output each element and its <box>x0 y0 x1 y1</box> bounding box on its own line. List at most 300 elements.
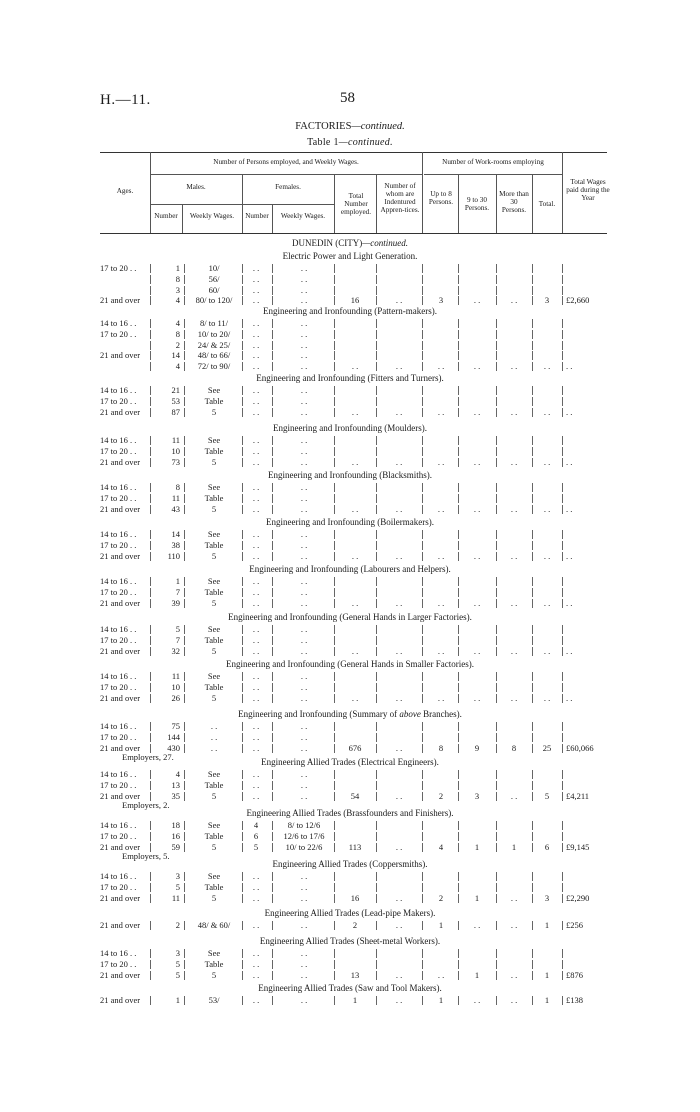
column-rule <box>184 330 185 339</box>
column-rule <box>272 636 273 645</box>
column-rule <box>184 744 185 753</box>
column-rule <box>496 722 497 731</box>
title-main: FACTORIES <box>295 121 352 132</box>
cell-male-wages: 24/ & 25/ <box>197 339 231 350</box>
cell-male-wages: 72/ to 90/ <box>197 361 231 372</box>
cell-female-wages: . . <box>300 284 308 295</box>
column-rule <box>422 351 423 360</box>
section-heading <box>0 936 700 946</box>
cell-age: 21 and over <box>100 350 141 361</box>
section-heading-italic: above <box>399 709 421 719</box>
cell-rooms-total: . . <box>543 456 551 467</box>
column-rule <box>532 447 533 456</box>
column-rule <box>422 996 423 1005</box>
cell-age: 17 to 20 . . <box>100 586 137 597</box>
column-rule <box>272 625 273 634</box>
column-rule <box>376 996 377 1005</box>
column-rule <box>562 733 563 742</box>
column-rule <box>184 541 185 550</box>
cell-male-wages: Table <box>204 586 224 597</box>
column-rule <box>150 636 151 645</box>
column-rule <box>532 505 533 514</box>
cell-indentured: . . <box>395 597 403 608</box>
cell-male-wages: 5 <box>211 550 217 561</box>
cell-male-number: 75 <box>171 721 180 731</box>
table-row <box>0 576 700 587</box>
column-rule <box>422 883 423 892</box>
cell-age: 21 and over <box>100 742 141 753</box>
column-rule <box>496 436 497 445</box>
cell-nine-to-30: 1 <box>474 969 480 980</box>
column-rule <box>376 821 377 830</box>
column-rule <box>376 483 377 492</box>
column-rule <box>184 530 185 539</box>
column-rule <box>496 996 497 1005</box>
section-heading-text: Engineering Allied Trades (Coppersmiths). <box>272 859 428 869</box>
column-rule <box>496 362 497 371</box>
cell-nine-to-30: . . <box>473 550 481 561</box>
col-header-more-than-30: More than 30 Persons. <box>499 190 529 214</box>
column-rule <box>272 483 273 492</box>
cell-age: 14 to 16 . . <box>100 721 137 731</box>
column-rule <box>532 397 533 406</box>
cell-female-wages: . . <box>300 779 308 790</box>
column-rule <box>334 921 335 930</box>
column-rule <box>150 436 151 445</box>
cell-female-number: . . <box>252 790 260 801</box>
column-rule <box>334 744 335 753</box>
column-rule <box>376 362 377 371</box>
cell-female-number: . . <box>252 339 260 350</box>
column-rule <box>376 894 377 903</box>
column-rule <box>150 996 151 1005</box>
column-rule <box>532 436 533 445</box>
cell-female-number: . . <box>252 742 260 753</box>
column-rule <box>422 552 423 561</box>
column-rule <box>532 264 533 273</box>
column-rule <box>150 625 151 634</box>
cell-female-number: . . <box>252 671 260 681</box>
column-rule <box>242 722 243 731</box>
column-rule <box>376 408 377 417</box>
col-divider <box>422 152 423 233</box>
column-rule <box>150 397 151 406</box>
column-rule <box>458 722 459 731</box>
section-heading-text: Engineering and Ironfounding (Labourers and Helpers). <box>249 564 451 574</box>
cell-nine-to-30: 1 <box>474 892 480 903</box>
column-rule <box>150 694 151 703</box>
column-rule <box>532 883 533 892</box>
column-rule <box>334 552 335 561</box>
column-rule <box>376 552 377 561</box>
table-row <box>0 769 700 780</box>
cell-up-to-8: 8 <box>438 742 444 753</box>
column-rule <box>376 647 377 656</box>
cell-indentured: . . <box>395 841 403 852</box>
column-rule <box>562 552 563 561</box>
column-rule <box>150 286 151 295</box>
section-heading <box>0 423 700 433</box>
column-rule <box>150 770 151 779</box>
cell-more-than-30: . . <box>510 550 518 561</box>
cell-age: 21 and over <box>100 645 141 656</box>
column-rule <box>184 971 185 980</box>
cell-female-number: . . <box>252 284 260 295</box>
column-rule <box>242 330 243 339</box>
column-rule <box>150 341 151 350</box>
column-rule <box>422 541 423 550</box>
column-rule <box>562 319 563 328</box>
column-rule <box>242 792 243 801</box>
column-rule <box>496 781 497 790</box>
column-rule <box>562 832 563 841</box>
col-divider <box>496 174 497 233</box>
column-rule <box>376 843 377 852</box>
column-rule <box>532 286 533 295</box>
column-rule <box>422 264 423 273</box>
column-rule <box>496 894 497 903</box>
table-row <box>0 446 700 457</box>
column-rule <box>376 872 377 881</box>
cell-age: 14 to 16 . . <box>100 769 137 779</box>
table-row <box>0 831 700 842</box>
cell-female-wages: . . <box>300 742 308 753</box>
table-row <box>0 457 700 468</box>
column-rule <box>422 744 423 753</box>
cell-male-number: 21 <box>171 385 180 395</box>
cell-age: 17 to 20 . . <box>100 881 137 892</box>
column-rule <box>242 408 243 417</box>
cell-more-than-30: . . <box>510 969 518 980</box>
column-rule <box>532 872 533 881</box>
table-row <box>0 504 700 515</box>
cell-male-wages: 5 <box>211 892 217 903</box>
table-row <box>0 791 700 802</box>
cell-age: 21 and over <box>100 503 141 514</box>
section-heading <box>0 757 700 767</box>
column-rule <box>422 286 423 295</box>
column-rule <box>150 733 151 742</box>
column-rule <box>150 494 151 503</box>
cell-up-to-8: 2 <box>438 892 444 903</box>
cell-female-wages: . . <box>300 361 308 372</box>
column-rule <box>376 351 377 360</box>
column-rule <box>334 386 335 395</box>
column-rule <box>242 647 243 656</box>
cell-male-wages: 48/ to 66/ <box>197 350 231 361</box>
cell-age: 14 to 16 . . <box>100 435 137 445</box>
table-row <box>0 350 700 361</box>
column-rule <box>150 792 151 801</box>
column-rule <box>150 447 151 456</box>
cell-indentured: . . <box>395 995 403 1005</box>
table-row <box>0 407 700 418</box>
column-rule <box>496 494 497 503</box>
column-rule <box>184 319 185 328</box>
column-rule <box>422 949 423 958</box>
column-rule <box>422 647 423 656</box>
column-rule <box>496 341 497 350</box>
cell-female-wages: . . <box>300 995 308 1005</box>
column-rule <box>458 921 459 930</box>
column-rule <box>496 458 497 467</box>
column-rule <box>150 552 151 561</box>
cell-nine-to-30: . . <box>473 456 481 467</box>
column-rule <box>496 821 497 830</box>
column-rule <box>334 647 335 656</box>
column-rule <box>272 883 273 892</box>
column-rule <box>422 960 423 969</box>
column-rule <box>376 792 377 801</box>
col-divider <box>334 174 335 233</box>
column-rule <box>496 483 497 492</box>
column-rule <box>532 722 533 731</box>
column-rule <box>458 733 459 742</box>
cell-wages-paid: . . <box>566 597 573 608</box>
cell-rooms-total: 25 <box>542 742 552 753</box>
column-rule <box>150 530 151 539</box>
cell-female-number: . . <box>252 550 260 561</box>
column-rule <box>184 872 185 881</box>
cell-up-to-8: . . <box>437 406 445 417</box>
table-row <box>0 295 700 306</box>
column-rule <box>496 386 497 395</box>
column-rule <box>334 733 335 742</box>
cell-male-number: 11 <box>171 892 180 903</box>
column-rule <box>376 921 377 930</box>
column-rule <box>422 362 423 371</box>
column-rule <box>334 408 335 417</box>
column-rule <box>458 458 459 467</box>
cell-male-number: 3 <box>175 284 180 295</box>
column-rule <box>334 996 335 1005</box>
cell-female-number: . . <box>252 721 260 731</box>
col-header-males: Males. <box>186 183 206 191</box>
column-rule <box>150 883 151 892</box>
cell-female-number: . . <box>252 263 260 273</box>
column-rule <box>272 647 273 656</box>
column-rule <box>422 458 423 467</box>
column-rule <box>150 330 151 339</box>
column-rule <box>496 552 497 561</box>
column-rule <box>150 505 151 514</box>
table-row <box>0 340 700 351</box>
column-rule <box>422 683 423 692</box>
col-header-male-wages: Weekly Wages. <box>189 212 235 220</box>
column-rule <box>422 319 423 328</box>
column-rule <box>562 588 563 597</box>
cell-indentured: . . <box>395 692 403 703</box>
cell-female-wages: . . <box>300 339 308 350</box>
cell-male-number: 4 <box>175 295 180 306</box>
column-rule <box>496 921 497 930</box>
cell-male-number: 16 <box>171 830 180 841</box>
column-rule <box>562 494 563 503</box>
column-rule <box>242 296 243 305</box>
column-rule <box>376 296 377 305</box>
column-rule <box>376 960 377 969</box>
table-row <box>0 871 700 882</box>
column-rule <box>242 996 243 1005</box>
column-rule <box>150 541 151 550</box>
cell-male-number: 144 <box>167 731 180 742</box>
column-rule <box>272 494 273 503</box>
column-rule <box>150 744 151 753</box>
section-heading <box>0 908 700 918</box>
cell-nine-to-30: . . <box>473 995 481 1005</box>
column-rule <box>496 694 497 703</box>
cell-female-wages: . . <box>300 969 308 980</box>
column-rule <box>496 275 497 284</box>
cell-rooms-total: . . <box>543 692 551 703</box>
column-rule <box>376 832 377 841</box>
cell-male-wages: 53/ <box>208 995 220 1005</box>
column-rule <box>334 541 335 550</box>
cell-male-wages: Table <box>204 681 224 692</box>
col-divider <box>458 174 459 233</box>
column-rule <box>458 683 459 692</box>
column-rule <box>184 296 185 305</box>
column-rule <box>422 722 423 731</box>
column-rule <box>376 672 377 681</box>
cell-indentured: . . <box>395 920 403 930</box>
column-rule <box>150 872 151 881</box>
column-rule <box>272 577 273 586</box>
column-rule <box>458 636 459 645</box>
cell-rooms-total: 1 <box>544 969 550 980</box>
column-rule <box>242 733 243 742</box>
column-rule <box>532 744 533 753</box>
column-rule <box>184 832 185 841</box>
column-rule <box>458 275 459 284</box>
cell-up-to-8: . . <box>437 550 445 561</box>
cell-indentured: . . <box>395 456 403 467</box>
column-rule <box>422 599 423 608</box>
column-rule <box>150 971 151 980</box>
column-rule <box>272 996 273 1005</box>
cell-female-number: . . <box>252 529 260 539</box>
cell-nine-to-30: . . <box>473 295 481 306</box>
cell-male-wages: Table <box>204 492 224 503</box>
column-rule <box>458 319 459 328</box>
cell-female-wages: 12/6 to 17/6 <box>283 830 325 841</box>
cell-male-number: 53 <box>171 395 180 406</box>
cell-indentured: . . <box>395 892 403 903</box>
cell-nine-to-30: . . <box>473 597 481 608</box>
column-rule <box>272 683 273 692</box>
cell-nine-to-30: 1 <box>474 841 480 852</box>
column-rule <box>458 781 459 790</box>
cell-wages-paid: £60,066 <box>566 742 594 753</box>
cell-female-wages: . . <box>300 482 308 492</box>
table-row <box>0 285 700 296</box>
column-rule <box>184 996 185 1005</box>
column-rule <box>242 599 243 608</box>
column-rule <box>458 949 459 958</box>
column-rule <box>496 744 497 753</box>
cell-female-wages: . . <box>300 769 308 779</box>
column-rule <box>242 436 243 445</box>
cell-female-number: . . <box>252 892 260 903</box>
column-rule <box>458 351 459 360</box>
col-header-indentured: Number of whom are Indentured Appren-tices. <box>380 182 420 214</box>
table-row <box>0 493 700 504</box>
column-rule <box>376 722 377 731</box>
cell-male-wages: See <box>207 769 221 779</box>
cell-age: 21 and over <box>100 995 141 1005</box>
cell-female-wages: . . <box>300 948 308 958</box>
column-rule <box>150 599 151 608</box>
column-rule <box>334 341 335 350</box>
section-heading-text: Engineering and Ironfounding (Blacksmiths). <box>268 470 432 480</box>
cell-female-wages: . . <box>300 634 308 645</box>
column-rule <box>562 722 563 731</box>
cell-male-number: 1 <box>175 263 180 273</box>
cell-male-wages: See <box>207 871 221 881</box>
column-rule <box>184 436 185 445</box>
column-rule <box>496 541 497 550</box>
cell-female-number: . . <box>252 328 260 339</box>
column-rule <box>376 588 377 597</box>
cell-female-number: . . <box>252 482 260 492</box>
table-row <box>0 693 700 704</box>
cell-male-wages: Table <box>204 881 224 892</box>
cell-male-number: 10 <box>171 445 180 456</box>
column-rule <box>422 341 423 350</box>
column-rule <box>458 552 459 561</box>
cell-up-to-8: . . <box>437 361 445 372</box>
cell-total-employed: . . <box>351 597 359 608</box>
column-rule <box>422 872 423 881</box>
cell-more-than-30: . . <box>510 645 518 656</box>
cell-female-number: . . <box>252 958 260 969</box>
column-rule <box>334 843 335 852</box>
column-rule <box>532 351 533 360</box>
title-suffix: —continued. <box>351 121 405 132</box>
cell-male-number: 32 <box>171 645 180 656</box>
column-rule <box>458 483 459 492</box>
column-rule <box>458 588 459 597</box>
column-rule <box>532 781 533 790</box>
column-rule <box>496 949 497 958</box>
column-rule <box>562 483 563 492</box>
column-rule <box>334 505 335 514</box>
cell-indentured: . . <box>395 295 403 306</box>
cell-male-number: 8 <box>175 482 180 492</box>
cell-age: 17 to 20 . . <box>100 492 137 503</box>
col-header-female-wages: Weekly Wages. <box>280 212 326 220</box>
cell-nine-to-30: . . <box>473 503 481 514</box>
column-rule <box>532 949 533 958</box>
column-rule <box>242 577 243 586</box>
column-rule <box>334 264 335 273</box>
column-rule <box>184 894 185 903</box>
cell-female-number: . . <box>252 445 260 456</box>
cell-wages-paid: £4,211 <box>566 790 590 801</box>
cell-female-number: 5 <box>253 841 259 852</box>
table-row <box>0 721 700 732</box>
column-rule <box>242 832 243 841</box>
cell-male-wages: 8/ to 11/ <box>199 318 229 328</box>
cell-more-than-30: . . <box>510 892 518 903</box>
cell-male-wages: 48/ & 60/ <box>197 920 231 930</box>
column-rule <box>532 458 533 467</box>
column-rule <box>562 781 563 790</box>
column-rule <box>272 362 273 371</box>
cell-male-wages: 5 <box>211 503 217 514</box>
cell-female-number: . . <box>252 539 260 550</box>
cell-age: 14 to 16 . . <box>100 624 137 634</box>
